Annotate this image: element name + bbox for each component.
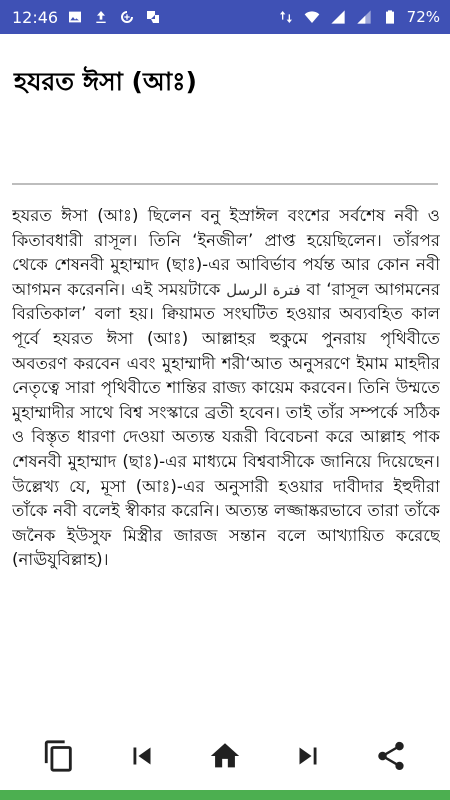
upload-icon xyxy=(92,8,110,26)
share-icon xyxy=(374,739,408,773)
next-button[interactable] xyxy=(280,728,336,784)
next-icon xyxy=(291,739,325,773)
page-title: হযরত ঈসা (আঃ) xyxy=(14,67,197,96)
previous-button[interactable] xyxy=(114,728,170,784)
article-text-part-1: হযরত ঈসা (আঃ) ছিলেন বনু ইস্রাঈল বংশের সর্বশেষ নবী ও কিতাবধারী রাসূল। তিনি ‘ইনজীল’ প্রাপ্ত হয়েছিলেন। তাঁরপর থেকে শেষনবী মুহাম্মাদ (ছাঃ)-এর আবির্ভাব পর্যন্ত আর কোন নবী আগমন করেননি। এই সময়টাকে xyxy=(12,206,440,299)
status-bar xyxy=(0,0,450,34)
previous-icon xyxy=(125,739,159,773)
status-left xyxy=(12,8,162,27)
arabic-phrase: فترة الرسل xyxy=(226,280,301,299)
article-text-part-2: বা ‘রাসূল আগমনের বিরতিকাল’ বলা হয়। ক্বিয়ামত সংঘটিত হওয়ার অব্যবহিত কাল পূর্বে হযরত ঈসা (আঃ) আল্লাহর হুকুমে পুনরায় পৃথিবীতে অবতরণ করবেন এবং মুহাম্মাদী শরী‘আত অনুসরণে ইমাম মাহদীর নেতৃত্বে সারা পৃথিবীতে শান্তির রাজ্য কায়েম করবেন। তিনি উম্মতে মুহাম্মাদীর সাথে বিশ্ব সংস্কারে ব্রতী হবেন। তাই তাঁর সম্পর্কে সঠিক ও বিস্তৃত ধারণা দেওয়া অত্যন্ত যরূরী বিবেচনা করে আল্লাহ পাক শেষনবী মুহাম্মাদ (ছাঃ)-এর মাধ্যমে বিশ্ববাসীকে জানিয়ে দিয়েছেন। উল্লেখ্য যে, মূসা (আঃ)-এর অনুসারী হওয়ার দাবীদার ইহুদীরা তাঁকে নবী বলেই স্বীকার করেনি। অত্যন্ত লজ্জাষ্করভাবে তারা তাঁকে জনৈক ইউসুফ মিস্ত্রীর জারজ সন্তান বলে আখ্যায়িত করেছে (নাঊযুবিল্লাহ)। xyxy=(12,279,440,570)
article-body xyxy=(12,204,440,716)
bottom-nav xyxy=(0,722,450,790)
translate-icon xyxy=(144,8,162,26)
content-fade xyxy=(0,700,450,722)
copy-icon xyxy=(42,739,76,773)
status-time: 12:46 xyxy=(12,7,59,27)
battery-percent: 72% xyxy=(406,8,440,26)
copy-button[interactable] xyxy=(31,728,87,784)
signal-icon xyxy=(329,8,347,26)
home-icon xyxy=(208,739,242,773)
home-button[interactable] xyxy=(197,728,253,784)
status-right xyxy=(277,8,440,26)
signal-2-icon xyxy=(355,8,373,26)
gallery-icon xyxy=(66,8,84,26)
title-divider xyxy=(12,183,438,185)
data-arrows-icon xyxy=(277,8,295,26)
bottom-accent-line xyxy=(0,790,450,800)
battery-icon xyxy=(381,8,399,26)
share-button[interactable] xyxy=(363,728,419,784)
data-saver-icon xyxy=(118,8,136,26)
wifi-icon xyxy=(303,8,321,26)
